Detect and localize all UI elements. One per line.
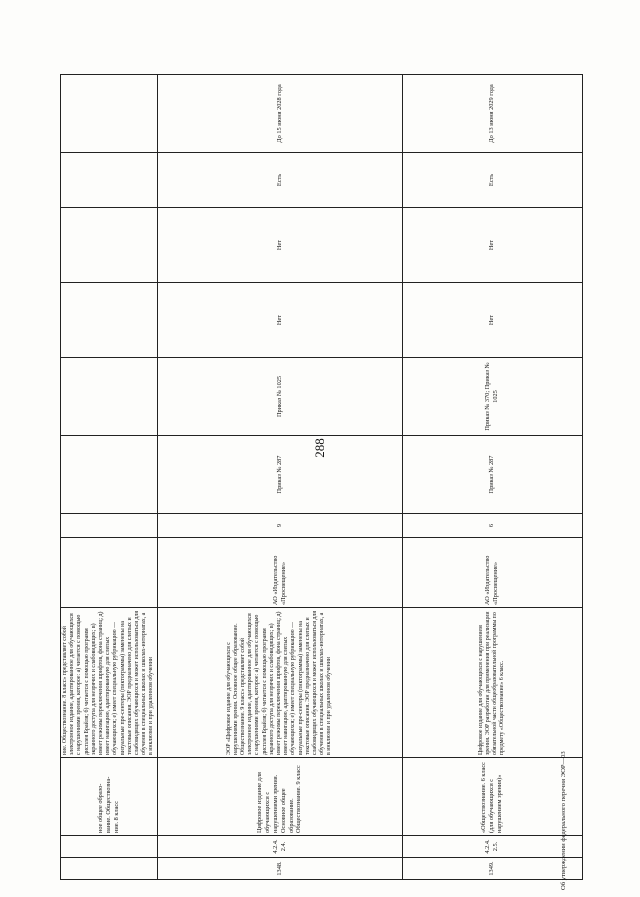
footnote: Об утверждении федерального перечня ЭОР—03 bbox=[560, 751, 567, 890]
table-row bbox=[61, 75, 158, 880]
eor-register-table bbox=[60, 74, 583, 880]
row-code: 4.2.4.2.4. bbox=[157, 836, 402, 858]
row-publisher bbox=[61, 538, 158, 608]
row-order bbox=[61, 436, 158, 514]
row-col2: Нет bbox=[157, 208, 402, 283]
row-years: 9 bbox=[157, 514, 402, 538]
table-row bbox=[402, 75, 582, 880]
row-col1: Нет bbox=[157, 283, 402, 358]
table-row bbox=[157, 75, 402, 880]
row-col2: Нет bbox=[402, 208, 582, 283]
row-deadline bbox=[61, 75, 158, 153]
row-col3: Есть bbox=[402, 153, 582, 208]
row-number: 1348. bbox=[157, 858, 402, 880]
row-col2 bbox=[61, 208, 158, 283]
row-order: Приказ № 287 bbox=[157, 436, 402, 514]
row-name: Цифровое издание для обучающихся с нарушениями зрения. Основное общее образование. Обществознание. 9 класс bbox=[157, 758, 402, 836]
row-order: Приказ № 287 bbox=[402, 436, 582, 514]
row-years bbox=[61, 514, 158, 538]
row-description: Цифровое издание для обучающихся с нарушением зрения. ЭОР разработан для применения при реализации обязательной части общеобразовательной программы по предмету «Обществознание» 6 класс. bbox=[402, 608, 582, 758]
page-number: 288 bbox=[312, 438, 327, 458]
row-number bbox=[61, 858, 158, 880]
row-name: ное общее образо- вание. Обществозна- ние. 8 класс bbox=[61, 758, 158, 836]
row-code bbox=[61, 836, 158, 858]
row-publisher: АО «Издательство «Просвещение» bbox=[157, 538, 402, 608]
row-code: 4.2.4.2.5. bbox=[402, 836, 582, 858]
row-col3: Есть bbox=[157, 153, 402, 208]
row-order2 bbox=[61, 358, 158, 436]
rotated-table-wrapper bbox=[60, 75, 580, 880]
row-col1: Нет bbox=[402, 283, 582, 358]
row-deadline: До 13 июня 2029 года bbox=[402, 75, 582, 153]
row-years: 6 bbox=[402, 514, 582, 538]
row-number: 1349. bbox=[402, 858, 582, 880]
row-col3 bbox=[61, 153, 158, 208]
row-deadline: До 15 июня 2028 года bbox=[157, 75, 402, 153]
row-order2: Приказ № 1025 bbox=[157, 358, 402, 436]
row-publisher: АО «Издательство «Просвещение» bbox=[402, 538, 582, 608]
row-description: ние. Обществознание. 8 класс» представляет собой электронное издание, адаптированное для обучающихся с нарушениями зрения, которое: а) читается с помощью дисплея Брайля; б) читается с помощью программ экранного доступа для незрячих и слабовидящих; в) имеет режимы переключения шрифтов, фона страниц; д) имеет навигацию, адаптированную для слепых обучающихся; е) имеет специальную рубрикацию — визуальные пре-сентеры (пиктограммы) заменены на текстовые описания. ЭОР предназначено для слепых и слабовидящих обучающихся и может использоваться для обучения в специальных школах и школах-интернатах, а в инклюзии и при удаленном обучении bbox=[61, 608, 158, 758]
row-order2: Приказ № 370; Приказ № 1025 bbox=[402, 358, 582, 436]
row-name: «Обществознание. 6 класс (для обучающихся с нарушением зрения)» bbox=[402, 758, 582, 836]
row-description: ЭОР «Цифровое издание для обучающихся с нарушениями зрения. Основное общее образование. Обществознание. 9 класс» представляет собой электронное издание, адаптированное для обучающихся с нарушениями зрения, которое: а) читается с помощью дисплея Брайля; б) читается с помощью программ экранного доступа для незрячих и слабовидящих; в) имеет режимы переключения шрифтов, фона страниц; д) имеет навигацию, адаптированную для слепых обучающихся; е) имеет специальную рубрикацию — визуальные пре-сентеры (пиктограммы) заменены на текстовые описания. ЭОР предназначено для слепых и слабовидящих обучающихся и может использоваться для обучения в специальных школах и школах-интернатах, а в инклюзии и при удаленном обучении bbox=[157, 608, 402, 758]
row-col1 bbox=[61, 283, 158, 358]
